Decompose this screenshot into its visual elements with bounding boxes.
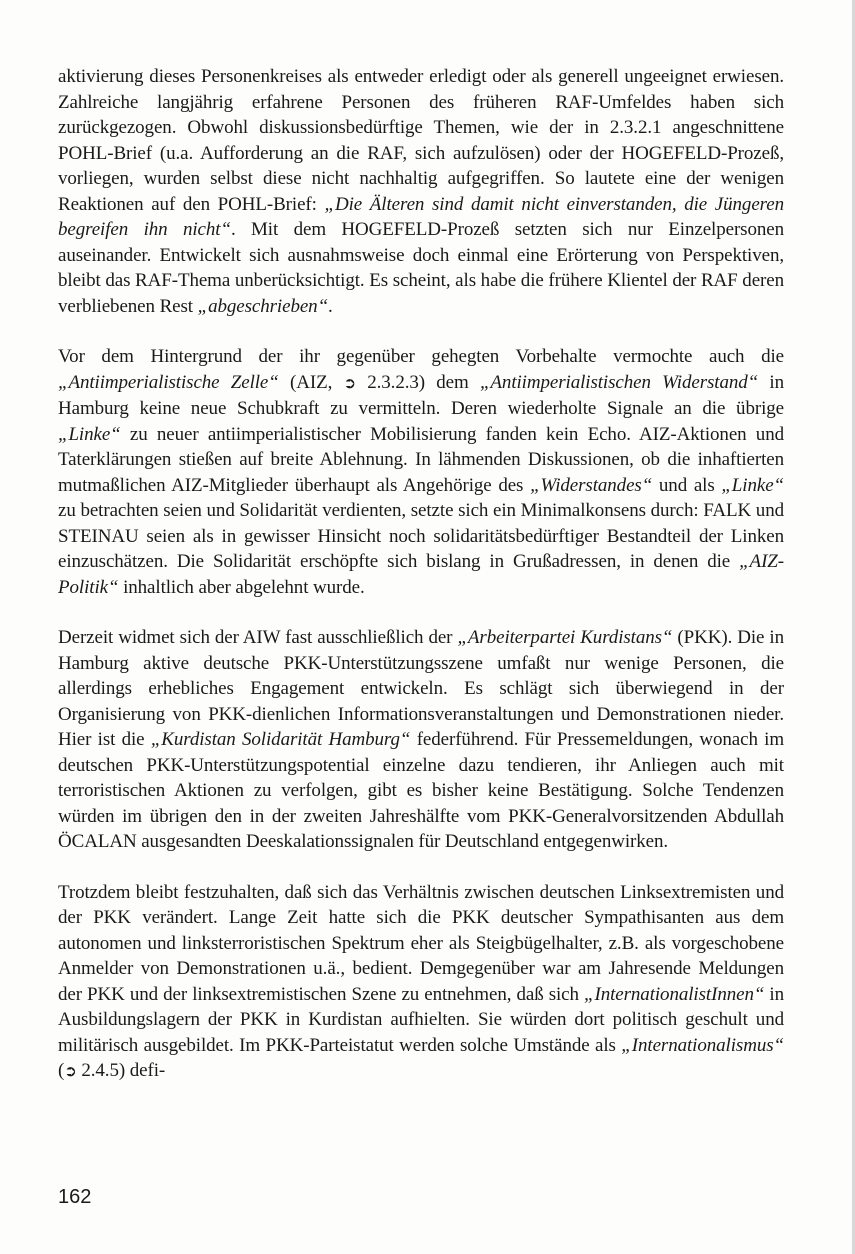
paragraph-aiz <box>58 344 784 600</box>
text-run: (AIZ, <box>278 371 344 393</box>
italic-quote: „AIZ-Politik“ <box>58 551 784 598</box>
italic-quote: „abgeschrieben“ <box>197 295 329 317</box>
text-run: federführend. Für Pressemeldungen, wonach im deutschen PKK-Unterstützungspotential einzelne dazu tendieren, ihr Anliegen auch mit terroristischen Aktionen zu verfolgen, gibt es bisher keine Bestätigung. Solche Tendenzen würden im übrigen den in der zweiten Jahreshälfte vom PKK-Generalvorsitzenden Abdullah ÖCALAN ausgesandten Deeskalationssignalen für Deutschland entgegenwirken. <box>58 729 784 852</box>
italic-quote: „Widerstandes“ <box>530 474 653 496</box>
italic-quote: „Linke“ <box>58 423 121 445</box>
arrow-icon: ➲ <box>64 1062 77 1080</box>
paragraph-pkk-relation <box>58 880 784 1085</box>
italic-quote: „Die Älteren sind damit nicht einverstanden, die Jüngeren begreifen ihn nicht“ <box>58 193 784 240</box>
italic-quote: „Antiimperialistische Zelle“ <box>58 371 279 393</box>
text-run: in Hamburg keine neue Schubkraft zu vermitteln. Deren wiederholte Signale an die übrige <box>58 371 784 419</box>
document-body <box>58 64 784 1085</box>
text-run: Vor dem Hintergrund der ihr gegenüber gehegten Vorbehalte vermochte auch die <box>58 346 784 367</box>
text-run: . <box>328 295 333 317</box>
text-run: (PKK). Die in Hamburg aktive deutsche PKK-Unterstützungsszene umfaßt nur wenige Personen, die allerdings erhebliches Engagement entwickeln. Es schlägt sich überwiegend in der Organisierung von PKK-dienlichen Informationsveranstaltungen und Demonstrationen nieder. Hier ist die <box>58 627 784 750</box>
text-run: 2.4.5) defi- <box>76 1060 166 1081</box>
text-run: . Mit dem HOGEFELD-Prozeß setzten sich nur Einzelpersonen auseinander. Entwickelt sich ausnahmsweise doch einmal eine Erörterung von Perspektiven, bleibt das RAF-Thema unberücksichtigt. Es scheint, als habe die frühere Klientel der RAF deren verbliebenen Rest <box>58 219 784 317</box>
text-run: zu betrachten seien und Solidarität verdienten, setzte sich ein Minimalkonsens durch: FALK und STEINAU seien als in gewisser Hinsicht noch solidaritätsbedürftiger Bestandteil der Linken einzuschätzen. Die Solidarität erschöpfte sich bislang in Grußadressen, in denen die <box>58 500 784 572</box>
arrow-icon: ➲ <box>343 373 356 392</box>
italic-quote: „Arbeiterpartei Kurdistans“ <box>457 627 673 648</box>
text-run: und als <box>652 474 722 496</box>
italic-quote: „Linke“ <box>721 474 784 496</box>
paragraph-raf-umfeld <box>58 64 784 319</box>
text-run: Derzeit widmet sich der AIW fast ausschließlich der <box>58 627 458 648</box>
page-number: 162 <box>58 1186 92 1208</box>
text-run: aktivierung dieses Personenkreises als entweder erledigt oder als generell ungeeignet erwiesen. Zahlreiche langjährig erfahrene Personen des früheren RAF-Umfeldes haben sich zurückgezogen. Obwohl diskussionsbedürftige Themen, wie der in 2.3.2.1 angeschnittene POHL-Brief (u.a. Aufforderung an die RAF, sich aufzulösen) oder der HOGEFELD-Prozeß, vorliegen, wurden selbst diese nicht nachhaltig aufgegriffen. So lautete eine der wenigen Reaktionen auf den POHL-Brief: <box>58 66 784 215</box>
italic-quote: „Internationalismus“ <box>621 1034 784 1056</box>
italic-quote: „Kurdistan Solidarität Hamburg“ <box>150 729 411 750</box>
text-run: Trotzdem bleibt festzuhalten, daß sich das Verhältnis zwischen deutschen Linksextremisten und der PKK verändert. Lange Zeit hatte sich die PKK deutscher Sympathisanten aus dem autonomen und linksterroristischen Spektrum eher als Steigbügelhalter, z.B. als vorgeschobene Anmelder von Demonstrationen u.ä., bedient. Demgegenüber war am Jahresende Meldungen der PKK und der linksextremistischen Szene zu entnehmen, daß sich <box>58 881 784 1005</box>
text-run: ( <box>58 1060 65 1081</box>
text-run: inhaltlich aber abgelehnt wurde. <box>118 576 365 598</box>
text-run: zu neuer antiimperialistischer Mobilisierung fanden kein Echo. AIZ-Aktionen und Taterklärungen stießen auf breite Ablehnung. In lähmenden Diskussionen, ob die inhaftierten mutmaßlichen AIZ-Mitglieder überhaupt als Angehörige des <box>58 423 784 496</box>
italic-quote: „InternationalistInnen“ <box>584 983 765 1005</box>
text-run: 2.3.2.3) dem <box>355 371 480 393</box>
text-run: in Ausbildungslagern der PKK in Kurdistan aufhielten. Sie würden dort politisch geschult und militärisch ausgebildet. Im PKK-Parteistatut werden solche Umstände als <box>58 983 784 1056</box>
paragraph-pkk-support <box>58 625 784 855</box>
italic-quote: „Antiimperialistischen Widerstand“ <box>479 371 759 393</box>
